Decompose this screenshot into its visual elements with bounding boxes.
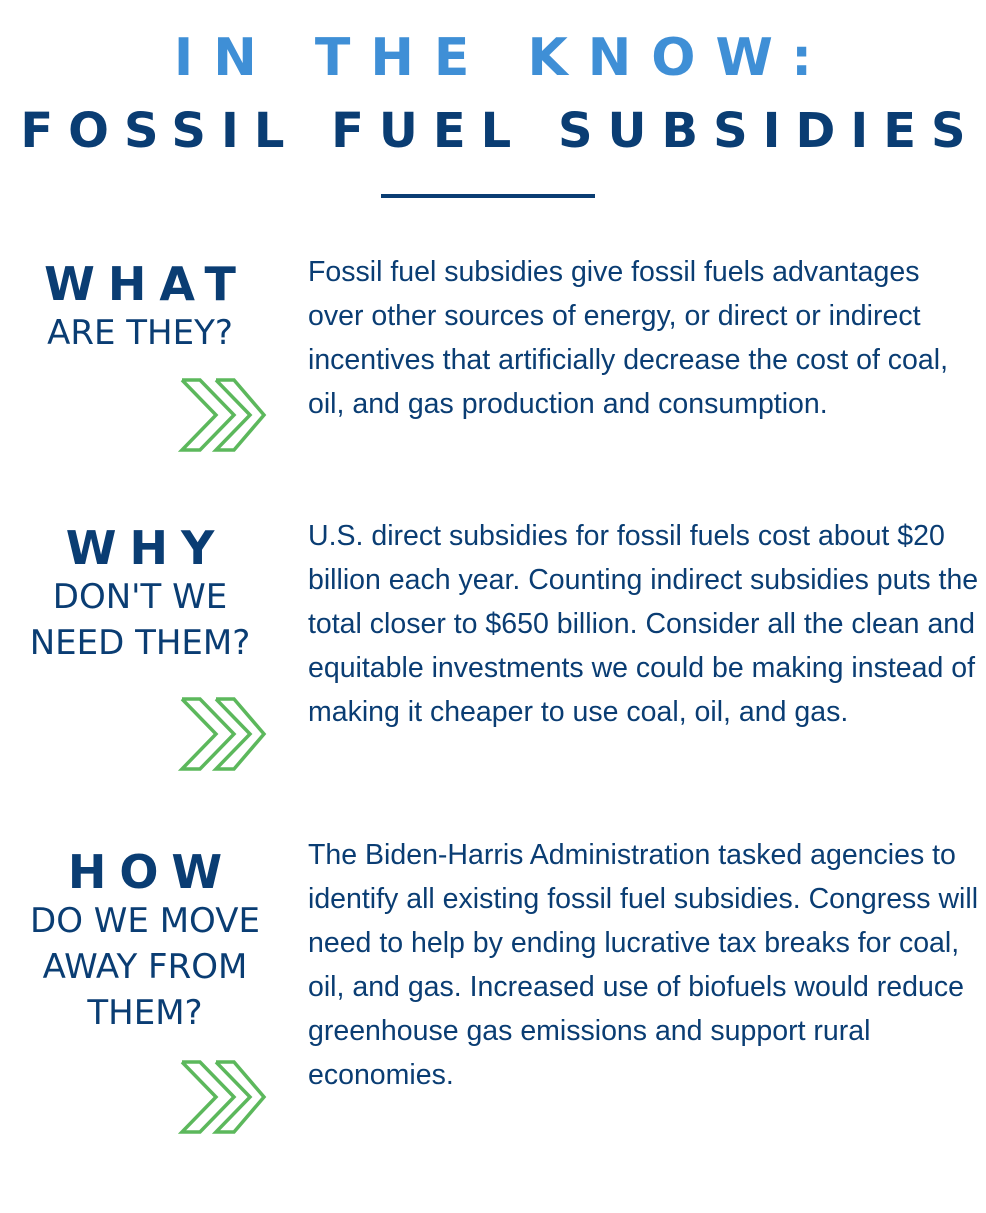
page-title-line2: FOSSIL FUEL SUBSIDIES — [20, 103, 981, 159]
double-chevron-right-icon — [178, 376, 268, 454]
double-chevron-right-icon — [178, 695, 268, 773]
section-how-keyword: HOW — [67, 845, 236, 899]
section-what-body: Fossil fuel subsidies give fossil fuels advantages over other sources of energy, or direct or indirect incentives that artificially decrease the cost of coal, oil, and gas production and consumption. — [308, 256, 948, 420]
section-why-subtitle-1: DON'T WE — [52, 577, 228, 617]
section-how-label — [10, 846, 280, 1036]
section-what-label — [16, 258, 264, 356]
section-how-body: The Biden-Harris Administration tasked agencies to identify all existing fossil fuel subsidies. Congress will need to help by ending lucrative tax breaks for coal, oil, and gas. Increased use of biofuels would reduce greenhouse gas emissions and support rural economies. — [308, 839, 979, 1091]
section-how-subtitle-3: THEM? — [87, 993, 203, 1033]
section-how-subtitle-2: AWAY FROM — [42, 947, 248, 987]
section-what-subtitle-1: ARE THEY? — [47, 313, 233, 353]
section-why-body: U.S. direct subsidies for fossil fuels cost about $20 billion each year. Counting indirect subsidies puts the total closer to $650 billion. Consider all the clean and equitable investments we could be making instead of making it cheaper to use coal, oil, and gas. — [308, 520, 979, 728]
page-title-line1: IN THE KNOW: — [173, 28, 833, 88]
section-what-keyword: WHAT — [44, 257, 249, 311]
section-how-subtitle-1: DO WE MOVE — [30, 901, 260, 941]
section-why-label — [14, 522, 266, 666]
title-divider — [381, 194, 595, 198]
section-why-subtitle-2: NEED THEM? — [29, 623, 251, 663]
section-why-keyword: WHY — [65, 521, 228, 575]
double-chevron-right-icon — [178, 1058, 268, 1136]
